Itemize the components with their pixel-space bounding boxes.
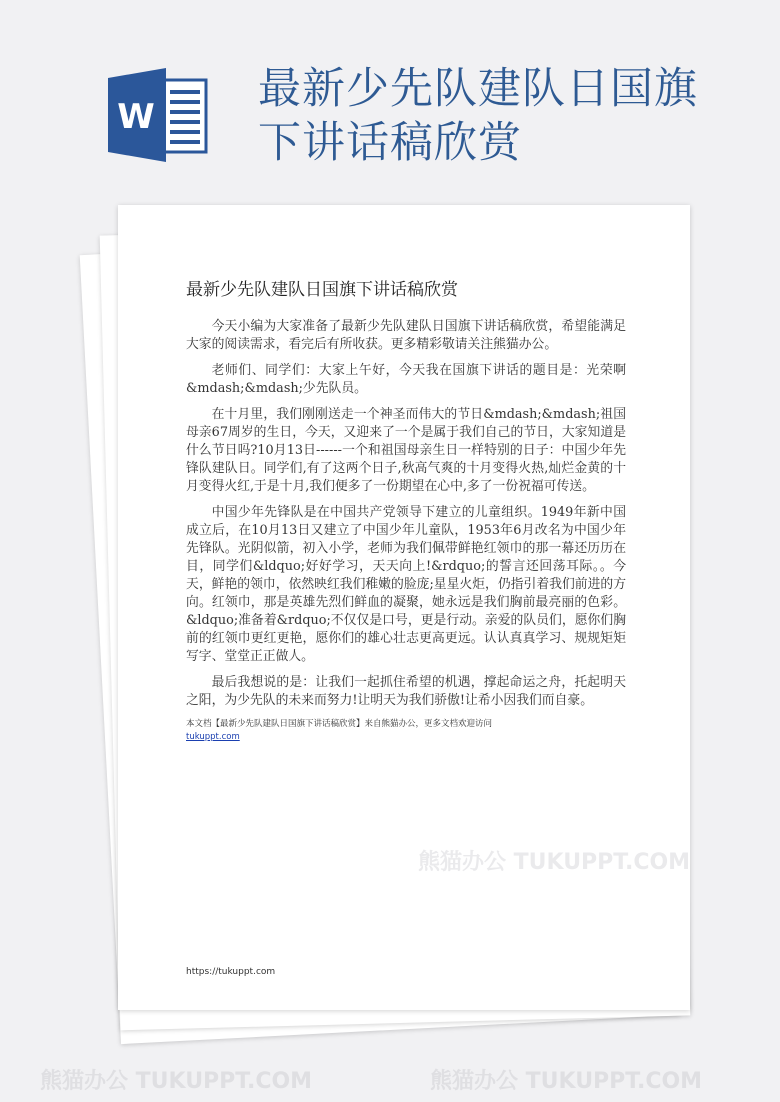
source-note-text: 本文档【最新少先队建队日国旗下讲话稿欣赏】来自熊猫办公，更多文档欢迎访问 [186,719,493,729]
hero-title: 最新少先队建队日国旗下讲话稿欣赏 [258,64,698,168]
paragraph: 老师们、同学们：大家上午好，今天我在国旗下讲话的题目是：光荣啊&mdash;&mdash;少先队员。 [186,363,626,396]
svg-text:W: W [117,97,155,137]
word-document-icon [108,68,208,162]
document-title: 最新少先队建队日国旗下讲话稿欣赏 [186,280,458,300]
source-link[interactable]: tukuppt.com [186,732,240,742]
watermark: 熊猫办公 TUKUPPT.COM [40,1069,313,1094]
page-footer-url: https://tukuppt.com [186,967,276,977]
watermark: 熊猫办公 TUKUPPT.COM [418,850,691,875]
document-body [186,318,626,710]
watermark: 熊猫办公 TUKUPPT.COM [430,1069,703,1094]
paragraph: 中国少年先锋队是在中国共产党领导下建立的儿童组织。1949年新中国成立后，在10月13日又建立了中国少年儿童队，1953年6月改名为中国少年先锋队。光阴似箭，初入小学，老师为我们佩带鲜艳红领巾的那一幕还历历在目，同学们&ldquo;好好学习，天天向上!&rdquo;的誓言还回荡耳际。。今天，鲜艳的领巾，依然映红我们稚嫩的脸庞;星星火炬，仍指引着我们前进的方向。红领巾，那是英雄先烈们鲜血的凝聚，她永远是我们胸前最亮丽的色彩。&ldquo;准备着&rdquo;不仅仅是口号，更是行动。亲爱的队员们，愿你们胸前的红领巾更红更艳，愿你们的雄心壮志更高更远。认认真真学习、规规矩矩写字、堂堂正正做人。 [186,505,626,664]
paragraph: 今天小编为大家准备了最新少先队建队日国旗下讲话稿欣赏，希望能满足大家的阅读需求，看完后有所收获。更多精彩敬请关注熊猫办公。 [186,319,626,352]
document-content [186,318,626,744]
source-note [186,718,646,744]
document-page [118,205,690,1010]
paragraph: 最后我想说的是：让我们一起抓住希望的机遇，撑起命运之舟，托起明天之阳，为少先队的未来而努力!让明天为我们骄傲!让希小因我们而自豪。 [186,675,626,708]
paragraph: 在十月里，我们刚刚送走一个神圣而伟大的节日&mdash;&mdash;祖国母亲67周岁的生日，今天，又迎来了一个是属于我们自己的节日，大家知道是什么节日吗?10月13日------一个和祖国母亲生日一样特别的日子：中国少年先锋队建队日。同学们,有了这两个日子,秋高气爽的十月变得火热,灿烂金黄的十月变得火红,于是十月,我们便多了一份期望在心中,多了一份祝福可传送。 [186,407,626,494]
